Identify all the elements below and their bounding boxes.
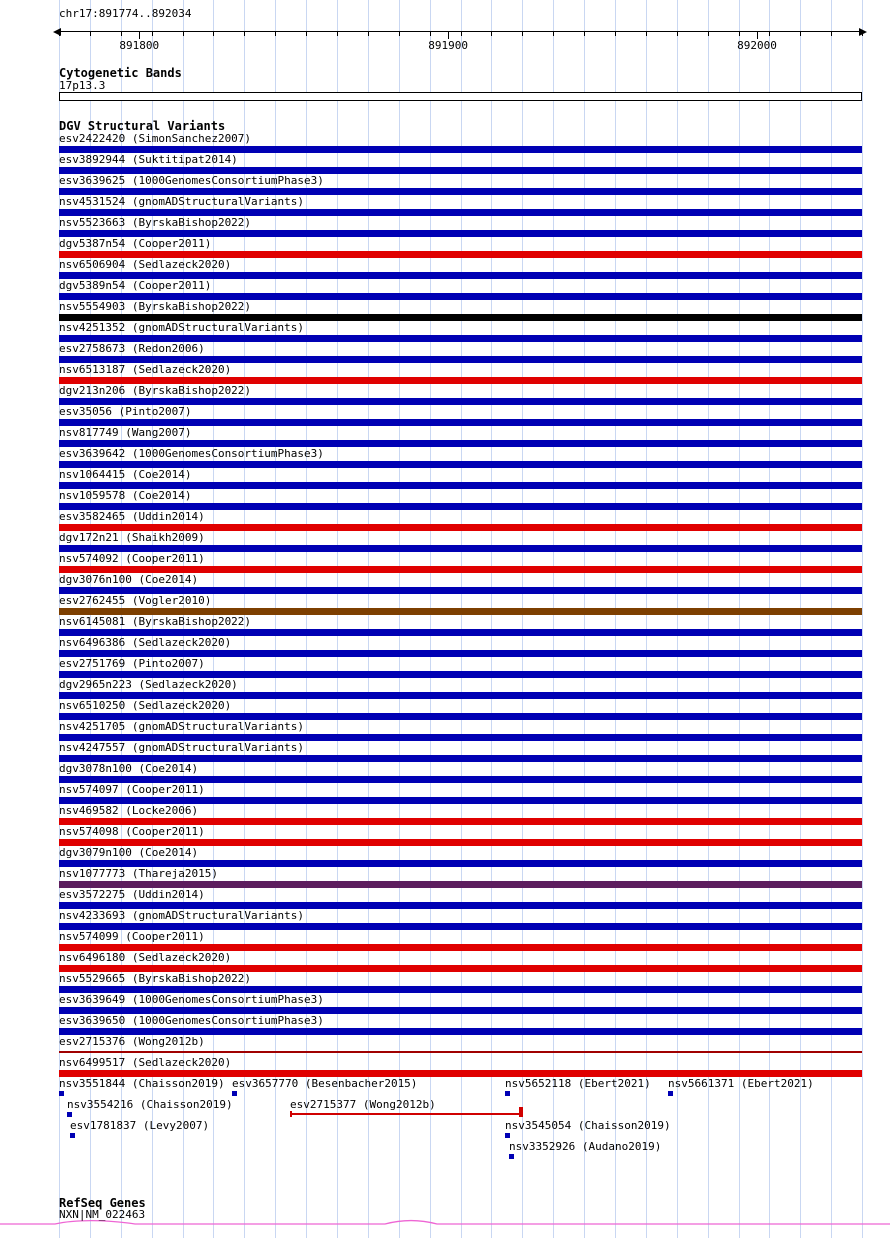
dgv-variant-label[interactable]: nsv5554903 (ByrskaBishop2022) xyxy=(59,300,252,313)
ruler-minor-tick xyxy=(584,32,585,36)
dgv-variant-label[interactable]: nsv574098 (Cooper2011) xyxy=(59,825,205,838)
dgv-variant-label[interactable]: esv2422420 (SimonSanchez2007) xyxy=(59,132,252,145)
dgv-variant-bar[interactable] xyxy=(59,230,862,237)
dgv-point-marker[interactable] xyxy=(509,1154,514,1159)
dgv-variant-label[interactable]: dgv172n21 (Shaikh2009) xyxy=(59,531,205,544)
ruler-minor-tick xyxy=(800,32,801,36)
dgv-variant-bar[interactable] xyxy=(59,356,862,363)
cytoband-label: 17p13.3 xyxy=(59,79,106,92)
ruler-minor-tick xyxy=(244,32,245,36)
dgv-variant-label[interactable]: esv3572275 (Uddin2014) xyxy=(59,888,205,901)
dgv-variant-bar[interactable] xyxy=(59,377,862,384)
ruler-minor-tick xyxy=(337,32,338,36)
dgv-variant-label[interactable]: nsv5523663 (ByrskaBishop2022) xyxy=(59,216,252,229)
dgv-point-marker[interactable] xyxy=(505,1091,510,1096)
dgv-variant-label[interactable]: nsv6496386 (Sedlazeck2020) xyxy=(59,636,232,649)
dgv-point-marker[interactable] xyxy=(668,1091,673,1096)
dgv-variant-label[interactable]: nsv6496180 (Sedlazeck2020) xyxy=(59,951,232,964)
gridline xyxy=(862,0,863,1238)
dgv-variant-bar[interactable] xyxy=(59,188,862,195)
dgv-variant-bar[interactable] xyxy=(59,272,862,279)
dgv-variant-label[interactable]: nsv1064415 (Coe2014) xyxy=(59,468,192,481)
ruler-minor-tick xyxy=(368,32,369,36)
dgv-variant-label[interactable]: nsv574099 (Cooper2011) xyxy=(59,930,205,943)
dgv-variant-bar[interactable] xyxy=(59,776,862,783)
ruler-major-tick xyxy=(139,32,140,39)
ruler-minor-tick xyxy=(553,32,554,36)
dgv-variant-label[interactable]: nsv3554216 (Chaisson2019) xyxy=(67,1098,233,1111)
dgv-variant-bar[interactable] xyxy=(59,797,862,804)
dgv-variant-label[interactable]: esv3892944 (Suktitipat2014) xyxy=(59,153,238,166)
dgv-variant-label[interactable]: nsv469582 (Locke2006) xyxy=(59,804,199,817)
ruler-minor-tick xyxy=(862,32,863,36)
ruler-major-tick xyxy=(448,32,449,39)
dgv-variant-bar[interactable] xyxy=(59,209,862,216)
dgv-variant-bar[interactable] xyxy=(59,314,862,321)
dgv-variant-bar[interactable] xyxy=(59,965,862,972)
ruler-minor-tick xyxy=(522,32,523,36)
dgv-variant-bar[interactable] xyxy=(59,461,862,468)
dgv-variant-bar[interactable] xyxy=(59,482,862,489)
dgv-variant-bar[interactable] xyxy=(59,944,862,951)
dgv-point-marker[interactable] xyxy=(70,1133,75,1138)
dgv-variant-bar[interactable] xyxy=(59,1070,862,1077)
ruler-minor-tick xyxy=(615,32,616,36)
dgv-variant-bar[interactable] xyxy=(59,1028,862,1035)
ruler-minor-tick xyxy=(831,32,832,36)
dgv-variant-bar[interactable] xyxy=(59,398,862,405)
dgv-point-marker[interactable] xyxy=(505,1133,510,1138)
dgv-variant-label[interactable]: nsv4233693 (gnomADStructuralVariants) xyxy=(59,909,305,922)
ruler-minor-tick xyxy=(275,32,276,36)
dgv-variant-label[interactable]: nsv4531524 (gnomADStructuralVariants) xyxy=(59,195,305,208)
dgv-variant-bar[interactable] xyxy=(59,629,862,636)
dgv-variant-label[interactable]: nsv1077773 (Thareja2015) xyxy=(59,867,218,880)
refseq-gene-line[interactable] xyxy=(0,1221,890,1224)
ruler-minor-tick xyxy=(677,32,678,36)
dgv-variant-label[interactable]: esv3639625 (1000GenomesConsortiumPhase3) xyxy=(59,174,324,187)
ruler-major-tick xyxy=(757,32,758,39)
ruler-minor-tick xyxy=(491,32,492,36)
dgv-variant-bar[interactable] xyxy=(59,503,862,510)
dgv-variant-bar[interactable] xyxy=(59,587,862,594)
ruler-minor-tick xyxy=(306,32,307,36)
dgv-variant-bar[interactable] xyxy=(59,692,862,699)
ruler-minor-tick xyxy=(739,32,740,36)
ruler-minor-tick xyxy=(90,32,91,36)
cytogenetic-bands-title: Cytogenetic Bands xyxy=(59,66,182,80)
dgv-variant-label[interactable]: nsv6506904 (Sedlazeck2020) xyxy=(59,258,232,271)
dgv-span-right-end xyxy=(519,1107,523,1117)
dgv-variant-bar[interactable] xyxy=(59,419,862,426)
dgv-point-marker[interactable] xyxy=(59,1091,64,1096)
dgv-variant-bar[interactable] xyxy=(59,671,862,678)
refseq-gene-label: NXN|NM_022463 xyxy=(59,1208,146,1221)
dgv-variant-bar[interactable] xyxy=(59,524,862,531)
ruler-tick-label: 892000 xyxy=(737,39,777,52)
dgv-variant-bar[interactable] xyxy=(59,923,862,930)
ruler-minor-tick xyxy=(59,32,60,36)
dgv-point-marker[interactable] xyxy=(67,1112,72,1117)
dgv-variant-label[interactable]: dgv2965n223 (Sedlazeck2020) xyxy=(59,678,238,691)
ruler-minor-tick xyxy=(430,32,431,36)
dgv-variant-label[interactable]: esv3639649 (1000GenomesConsortiumPhase3) xyxy=(59,993,324,1006)
dgv-variant-label[interactable]: nsv3545054 (Chaisson2019) xyxy=(505,1119,671,1132)
dgv-variant-bar[interactable] xyxy=(59,566,862,573)
dgv-variant-bar[interactable] xyxy=(59,440,862,447)
dgv-variant-label[interactable]: nsv574097 (Cooper2011) xyxy=(59,783,205,796)
dgv-variant-bar[interactable] xyxy=(59,1051,862,1053)
dgv-variant-label[interactable]: esv3639650 (1000GenomesConsortiumPhase3) xyxy=(59,1014,324,1027)
dgv-variant-label[interactable]: nsv5529665 (ByrskaBishop2022) xyxy=(59,972,252,985)
dgv-variant-label[interactable]: nsv6510250 (Sedlazeck2020) xyxy=(59,699,232,712)
dgv-variant-bar[interactable] xyxy=(59,251,862,258)
dgv-variant-label[interactable]: esv3657770 (Besenbacher2015) xyxy=(232,1077,418,1090)
ruler-minor-tick xyxy=(708,32,709,36)
ruler-tick-label: 891800 xyxy=(119,39,160,52)
dgv-variant-label[interactable]: nsv5652118 (Ebert2021) xyxy=(505,1077,651,1090)
dgv-variant-label[interactable]: dgv5387n54 (Cooper2011) xyxy=(59,237,212,250)
dgv-variant-bar[interactable] xyxy=(59,881,862,888)
dgv-variant-label[interactable]: esv2715377 (Wong2012b) xyxy=(290,1098,436,1111)
ruler-minor-tick xyxy=(213,32,214,36)
ruler-minor-tick xyxy=(121,32,122,36)
dgv-variant-bar[interactable] xyxy=(59,902,862,909)
dgv-variant-label[interactable]: esv2751769 (Pinto2007) xyxy=(59,657,205,670)
dgv-variant-bar[interactable] xyxy=(59,755,862,762)
dgv-variant-label[interactable]: nsv6513187 (Sedlazeck2020) xyxy=(59,363,232,376)
dgv-variant-bar[interactable] xyxy=(59,650,862,657)
cytoband-bar[interactable] xyxy=(59,92,862,101)
dgv-variant-label[interactable]: dgv3076n100 (Coe2014) xyxy=(59,573,199,586)
dgv-variant-bar[interactable] xyxy=(59,335,862,342)
dgv-variant-bar[interactable] xyxy=(59,146,862,153)
ruler-minor-tick xyxy=(646,32,647,36)
dgv-variant-label[interactable]: nsv6145081 (ByrskaBishop2022) xyxy=(59,615,252,628)
dgv-variant-bar[interactable] xyxy=(59,293,862,300)
dgv-variant-bar[interactable] xyxy=(59,818,862,825)
dgv-variant-bar[interactable] xyxy=(59,545,862,552)
dgv-variant-label[interactable]: nsv5661371 (Ebert2021) xyxy=(668,1077,814,1090)
dgv-variant-bar[interactable] xyxy=(59,1007,862,1014)
dgv-variant-label[interactable]: esv3639642 (1000GenomesConsortiumPhase3) xyxy=(59,447,324,460)
ruler-minor-tick xyxy=(461,32,462,36)
dgv-variant-label[interactable]: esv2758673 (Redon2006) xyxy=(59,342,205,355)
dgv-span-left-end xyxy=(290,1111,292,1117)
dgv-span-line[interactable] xyxy=(290,1113,523,1115)
refseq-track-title: RefSeq Genes xyxy=(59,1196,146,1210)
dgv-track-title: DGV Structural Variants xyxy=(59,119,226,133)
ruler-minor-tick xyxy=(399,32,400,36)
ruler-minor-tick xyxy=(183,32,184,36)
dgv-variant-label[interactable]: esv3582465 (Uddin2014) xyxy=(59,510,205,523)
dgv-variant-bar[interactable] xyxy=(59,860,862,867)
dgv-point-marker[interactable] xyxy=(232,1091,237,1096)
ruler-right-arrow-icon[interactable] xyxy=(859,28,867,36)
dgv-variant-label[interactable]: dgv5389n54 (Cooper2011) xyxy=(59,279,212,292)
dgv-variant-bar[interactable] xyxy=(59,839,862,846)
dgv-variant-label[interactable]: esv1781837 (Levy2007) xyxy=(70,1119,210,1132)
dgv-variant-label[interactable]: nsv4251705 (gnomADStructuralVariants) xyxy=(59,720,305,733)
dgv-variant-label[interactable]: nsv3551844 (Chaisson2019) xyxy=(59,1077,225,1090)
dgv-variant-label[interactable]: nsv4251352 (gnomADStructuralVariants) xyxy=(59,321,305,334)
dgv-variant-label[interactable]: dgv3079n100 (Coe2014) xyxy=(59,846,199,859)
dgv-variant-label[interactable]: nsv817749 (Wang2007) xyxy=(59,426,192,439)
dgv-variant-label[interactable]: esv2762455 (Vogler2010) xyxy=(59,594,212,607)
dgv-variant-bar[interactable] xyxy=(59,986,862,993)
dgv-variant-label[interactable]: nsv6499517 (Sedlazeck2020) xyxy=(59,1056,232,1069)
ruler-minor-tick xyxy=(769,32,770,36)
dgv-variant-label[interactable]: esv35056 (Pinto2007) xyxy=(59,405,192,418)
dgv-variant-label[interactable]: dgv3078n100 (Coe2014) xyxy=(59,762,199,775)
dgv-variant-label[interactable]: nsv1059578 (Coe2014) xyxy=(59,489,192,502)
dgv-variant-label[interactable]: esv2715376 (Wong2012b) xyxy=(59,1035,205,1048)
dgv-variant-bar[interactable] xyxy=(59,734,862,741)
region-coordinates: chr17:891774..892034 xyxy=(59,7,192,20)
dgv-variant-label[interactable]: nsv3352926 (Audano2019) xyxy=(509,1140,662,1153)
ruler-minor-tick xyxy=(152,32,153,36)
ruler-tick-label: 891900 xyxy=(428,39,468,52)
dgv-variant-label[interactable]: dgv213n206 (ByrskaBishop2022) xyxy=(59,384,252,397)
dgv-variant-bar[interactable] xyxy=(59,608,862,615)
dgv-variant-label[interactable]: nsv574092 (Cooper2011) xyxy=(59,552,205,565)
dgv-variant-bar[interactable] xyxy=(59,713,862,720)
dgv-variant-bar[interactable] xyxy=(59,167,862,174)
dgv-variant-label[interactable]: nsv4247557 (gnomADStructuralVariants) xyxy=(59,741,305,754)
